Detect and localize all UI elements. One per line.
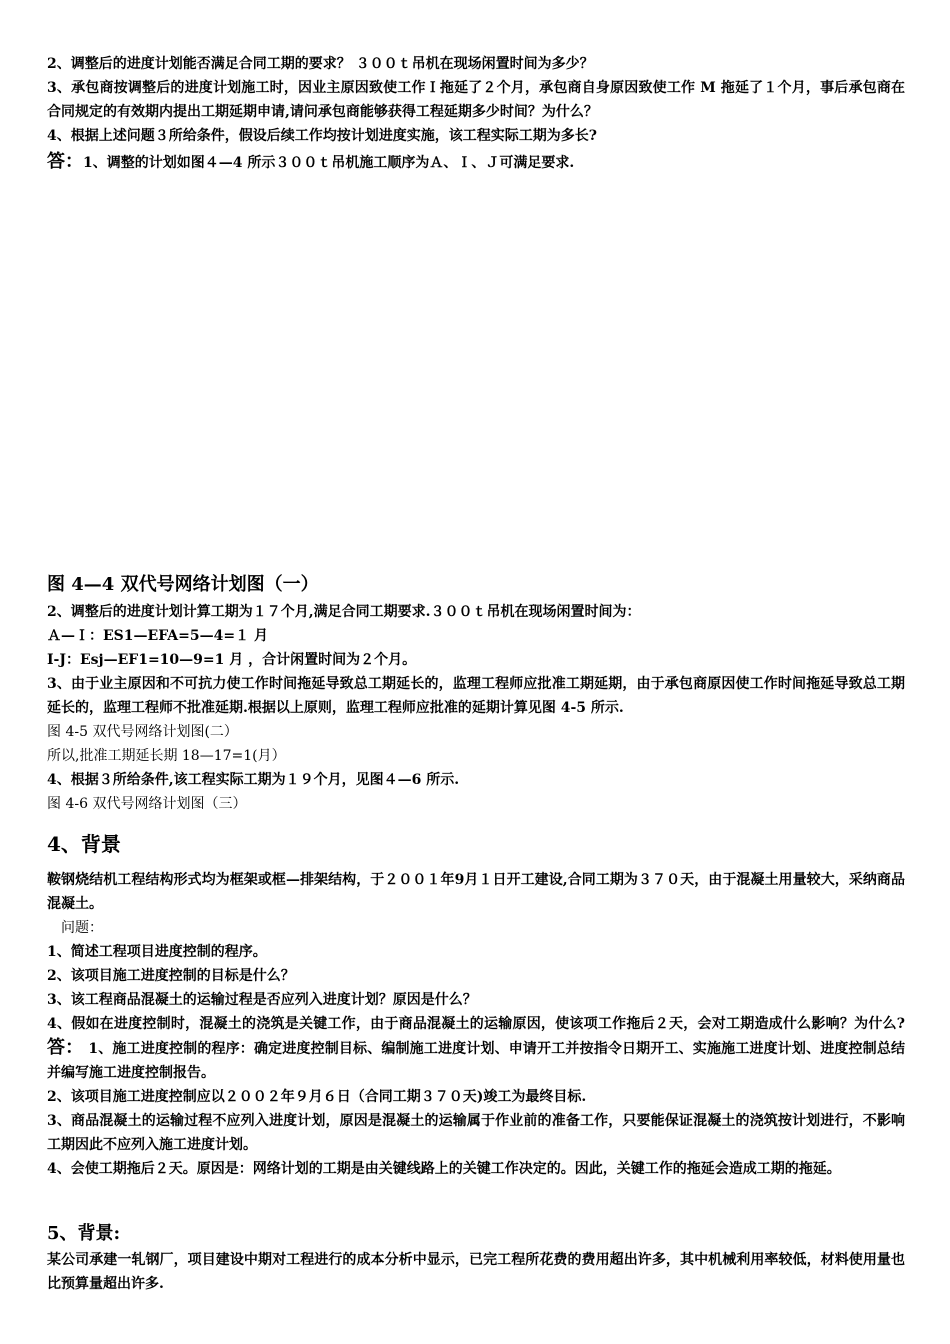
s4-question-1: 1、简述工程项目进度控制的程序。 — [47, 944, 267, 960]
calc-a-i: Ａ—Ｉ：ES1—EFA=5—4=１ 月 — [47, 628, 268, 644]
figure-4-4-section — [47, 570, 905, 816]
s4-answer-1: 1、施工进度控制的程序：确定进度控制目标、编制施工进度计划、申请开工并按指令日期开工、实施施工进度计划、进度控制总结并编写施工进度控制报告。 — [47, 1041, 905, 1081]
section-4 — [47, 826, 905, 1181]
approved-extension: 所以,批准工期延长期 18—17=1(月） — [47, 748, 286, 764]
answer-3: 3、由于业主原因和不可抗力使工作时间拖延导致总工期延长的，监理工程师应批准工期延期，由于承包商原因使工作时间拖延导致总工期延长的，监理工程师不批准延期.根据以上原则，监理工程师应批准的延期计算见图 4-5 所示. — [47, 676, 905, 716]
section-5-title: 5、背景: — [47, 1223, 121, 1244]
section-4-background: 鞍钢烧结机工程结构形式均为框架或框—排架结构，于２００１年9月１日开工建设,合同工期为３７０天，由于混凝土用量较大，采纳商品混凝土。 — [47, 872, 905, 912]
top-questions — [47, 52, 905, 177]
section-4-title: 4、背景 — [47, 832, 121, 856]
answer-2: 2、调整后的进度计划计算工期为１７个月,满足合同工期要求.３００ｔ吊机在现场闲置时间为： — [47, 604, 641, 620]
answer-label: 答： — [47, 151, 83, 172]
s4-answer-4: 4、会使工期拖后２天。原因是：网络计划的工期是由关键线路上的关键工作决定的。因此，关键工作的拖延会造成工期的拖延。 — [47, 1161, 841, 1177]
s4-question-4: 4、假如在进度控制时，混凝土的浇筑是关键工作，由于商品混凝土的运输原因，使该项工作拖后２天，会对工期造成什么影响？为什么? — [47, 1016, 905, 1032]
s4-answer-label: 答： — [47, 1037, 84, 1058]
figure-4-6-title: 图 4-6 双代号网络计划图（三） — [47, 796, 247, 812]
question-4: 4、根据上述问题３所给条件，假设后续工作均按计划进度实施，该工程实际工期为多长? — [47, 128, 597, 144]
figure-4-5-title: 图 4-5 双代号网络计划图(二） — [47, 724, 238, 740]
answer-1: 1、调整的计划如图４—4 所示３００ｔ吊机施工顺序为Ａ、Ｉ、Ｊ可满足要求. — [83, 155, 575, 171]
s4-answer-2: 2、该项目施工进度控制应以２００２年９月６日（合同工期３７０天)竣工为最终目标. — [47, 1089, 587, 1105]
question-2: 2、调整后的进度计划能否满足合同工期的要求？ ３００ｔ吊机在现场闲置时间为多少？ — [47, 56, 594, 72]
question-3: 3、承包商按调整后的进度计划施工时，因业主原因致使工作Ｉ拖延了２个月，承包商自身原因致使工作 M 拖延了１个月，事后承包商在合同规定的有效期内提出工期延期申请,请问承包商能够获得工程延期多少时间？为什么？ — [47, 80, 905, 120]
s4-answer-3: 3、商品混凝土的运输过程不应列入进度计划，原因是混凝土的运输属于作业前的准备工作，只要能保证混凝土的浇筑按计划进行，不影响工期因此不应列入施工进度计划。 — [47, 1113, 905, 1153]
figure-area-blank — [47, 180, 905, 570]
section-5 — [47, 1220, 905, 1296]
figure-4-4-title: 图 4—4 双代号网络计划图（一） — [47, 574, 319, 595]
answer-1-line — [47, 148, 905, 177]
section-5-background: 某公司承建一轧钢厂，项目建设中期对工程进行的成本分析中显示，已完工程所花费的费用超出许多，其中机械利用率较低，材料使用量也比预算量超出许多. — [47, 1252, 905, 1292]
s4-question-4-and-answer-1 — [47, 1012, 905, 1085]
s4-question-2: 2、该项目施工进度控制的目标是什么？ — [47, 968, 295, 984]
answer-4: 4、根据３所给条件,该工程实际工期为１９个月，见图４—6 所示. — [47, 772, 460, 788]
s4-question-3: 3、该工程商品混凝土的运输过程是否应列入进度计划？原因是什么？ — [47, 992, 477, 1008]
calc-i-j: I-J：Esj—EF1=10—9=1 月 ，合计闲置时间为２个月。 — [47, 652, 417, 668]
questions-label: 问题： — [61, 920, 103, 936]
